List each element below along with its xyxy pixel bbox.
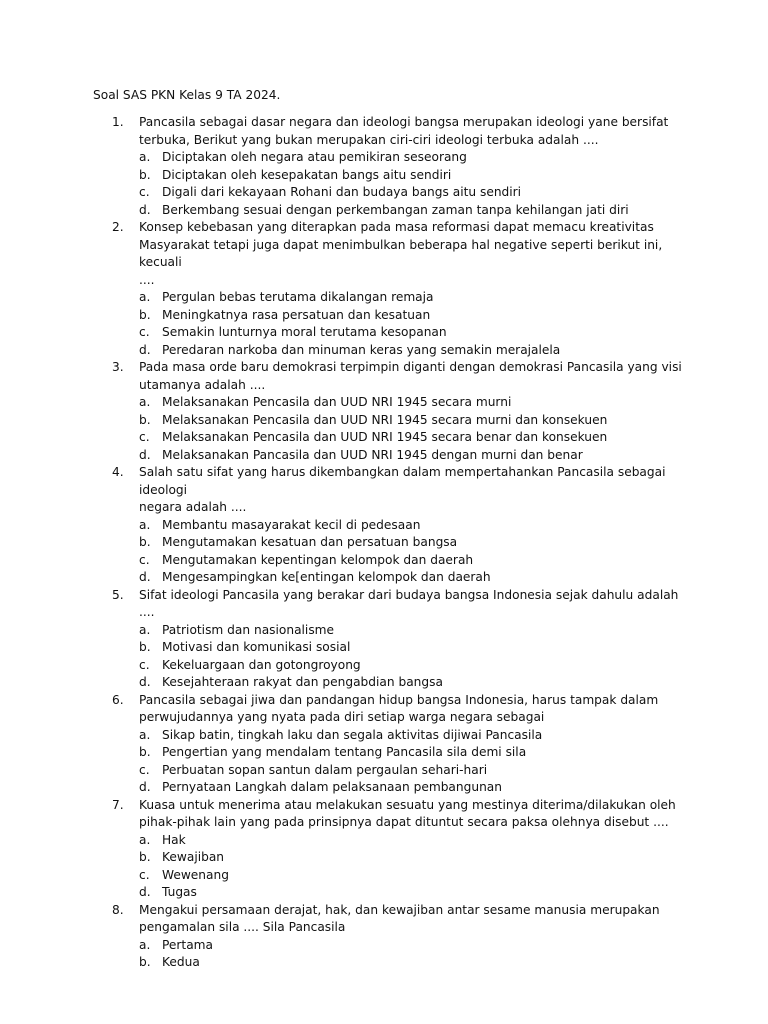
question-number: 6. [112,692,124,707]
option-text: Kedua [162,955,200,969]
answer-option [0,832,768,850]
option-letter: b. [139,535,151,549]
option-text: Diciptakan oleh kesepakatan bangs aitu sendiri [162,167,452,182]
question-number: 1. [112,115,124,129]
answer-option [0,517,768,535]
question-text-line: Salah satu sifat yang harus dikembangkan dalam mempertahankan Pancasila sebagai ideologi [139,465,666,497]
question-text-line: Sifat ideologi Pancasila yang berakar dari budaya bangsa Indonesia sejak dahulu adalah .... [139,587,679,619]
question-item [0,797,768,902]
question-list [0,114,768,972]
question-text-line: Pancasila sebagai dasar negara dan ideologi bangsa merupakan ideologi yane bersifat [139,115,669,129]
question-item [0,114,768,219]
question-item [0,464,768,587]
option-letter: d. [139,447,151,462]
option-text: Melaksanakan Pencasila dan UUD NRI 1945 secara benar dan konsekuen [162,430,608,444]
option-text: Wewenang [162,867,229,882]
option-letter: b. [139,307,151,322]
option-letter: d. [139,885,151,899]
answer-option [0,534,768,552]
option-text: Kekeluargaan dan gotongroyong [162,657,361,672]
option-text: Hak [162,832,186,847]
option-text: Pengertian yang mendalam tentang Pancasila sila demi sila [162,745,527,759]
answer-option [0,324,768,342]
option-letter: a. [139,150,151,164]
option-letter: a. [139,832,151,847]
question-number: 2. [112,220,124,234]
option-text: Mengesampingkan ke[entingan kelompok dan daerah [162,570,491,584]
option-text: Pertama [162,937,214,952]
option-letter: b. [139,850,151,864]
option-letter: c. [139,762,150,777]
option-text: Melaksanakan Pancasila dan UUD NRI 1945 dengan murni dan benar [162,447,583,462]
answer-option [0,552,768,570]
answer-option [0,954,768,972]
option-letter: c. [139,552,150,567]
option-letter: b. [139,412,151,427]
option-text: Berkembang sesuai dengan perkembangan zaman tanpa kehilangan jati diri [162,202,629,217]
option-text: Pergulan bebas terutama dikalangan remaja [162,290,434,304]
answer-option [0,779,768,797]
option-letter: c. [139,657,150,672]
option-text: Patriotism dan nasionalisme [162,622,335,637]
option-letter: c. [139,430,150,444]
answer-option [0,167,768,185]
option-letter: b. [139,955,151,969]
option-letter: a. [139,395,151,409]
answer-option [0,762,768,780]
option-text: Mengutamakan kesatuan dan persatuan bangsa [162,535,458,549]
question-item [0,219,768,359]
option-text: Meningkatnya rasa persatuan dan kesatuan [162,307,431,322]
question-text-line: .... [139,272,155,287]
question-number: 7. [112,797,124,812]
answer-option [0,202,768,220]
option-text: Motivasi dan komunikasi sosial [162,640,351,654]
option-text: Peredaran narkoba dan minuman keras yang semakin merajalela [162,342,561,357]
answer-option [0,639,768,657]
option-text: Pernyataan Langkah dalam pelaksanaan pembangunan [162,780,502,794]
question-text-line: pengamalan sila .... Sila Pancasila [139,920,346,934]
option-text: Membantu masayarakat kecil di pedesaan [162,517,421,532]
option-text: Diciptakan oleh negara atau pemikiran seseorang [162,150,467,164]
option-letter: c. [139,185,150,199]
question-text-line: Pada masa orde baru demokrasi terpimpin diganti dengan demokrasi Pancasila yang visi [139,360,682,374]
answer-option [0,412,768,430]
option-text: Melaksanakan Pencasila dan UUD NRI 1945 secara murni [162,395,512,409]
answer-option [0,727,768,745]
option-letter: b. [139,167,151,182]
option-letter: b. [139,640,151,654]
question-text-line: Konsep kebebasan yang diterapkan pada masa reformasi dapat memacu kreativitas [139,220,654,234]
question-text-line: Masyarakat tetapi juga dapat menimbulkan beberapa hal negative seperti berikut ini, kecuali [139,237,663,269]
answer-option [0,622,768,640]
question-text-line: utamanya adalah .... [139,377,266,392]
answer-option [0,674,768,692]
question-item [0,692,768,797]
option-letter: a. [139,727,151,742]
question-number: 8. [112,902,124,917]
question-item [0,359,768,464]
question-text-line: Kuasa untuk menerima atau melakukan sesuatu yang mestinya diterima/dilakukan oleh [139,797,676,812]
option-text: Perbuatan sopan santun dalam pergaulan sehari-hari [162,762,488,777]
question-text-line: Pancasila sebagai jiwa dan pandangan hidup bangsa Indonesia, harus tampak dalam [139,692,659,707]
option-letter: a. [139,517,151,532]
option-text: Kesejahteraan rakyat dan pengabdian bangsa [162,675,443,689]
question-text-line: negara adalah .... [139,500,247,514]
answer-option [0,307,768,325]
question-number: 4. [112,465,124,479]
answer-option [0,149,768,167]
document-title: Soal SAS PKN Kelas 9 TA 2024. [93,88,281,102]
option-letter: d. [139,202,151,217]
answer-option [0,849,768,867]
answer-option [0,447,768,465]
question-text-line: pihak-pihak lain yang pada prinsipnya dapat dituntut secara paksa olehnya disebut .... [139,815,669,829]
question-number: 5. [112,587,124,602]
option-text: Kewajiban [162,850,225,864]
option-letter: d. [139,675,151,689]
answer-option [0,394,768,412]
option-letter: a. [139,937,151,952]
question-text-line: terbuka, Berikut yang bukan merupakan ciri-ciri ideologi terbuka adalah .... [139,132,599,147]
option-text: Tugas [162,885,197,899]
answer-option [0,342,768,360]
option-text: Sikap batin, tingkah laku dan segala aktivitas dijiwai Pancasila [162,727,543,742]
option-text: Mengutamakan kepentingan kelompok dan daerah [162,552,474,567]
option-letter: a. [139,622,151,637]
option-letter: d. [139,570,151,584]
option-letter: a. [139,290,151,304]
option-letter: c. [139,325,150,339]
answer-option [0,937,768,955]
option-letter: d. [139,780,151,794]
option-text: Melaksanakan Pencasila dan UUD NRI 1945 secara murni dan konsekuen [162,412,608,427]
option-letter: c. [139,867,150,882]
option-letter: b. [139,745,151,759]
answer-option [0,429,768,447]
option-text: Semakin lunturnya moral terutama kesopanan [162,325,447,339]
question-item [0,587,768,692]
question-item [0,902,768,972]
answer-option [0,744,768,762]
question-number: 3. [112,360,124,374]
question-text-line: perwujudannya yang nyata pada diri setiap warga negara sebagai [139,710,545,724]
option-text: Digali dari kekayaan Rohani dan budaya bangs aitu sendiri [162,185,522,199]
answer-option [0,884,768,902]
answer-option [0,867,768,885]
answer-option [0,289,768,307]
answer-option [0,184,768,202]
option-letter: d. [139,342,151,357]
answer-option [0,569,768,587]
question-text-line: Mengakui persamaan derajat, hak, dan kewajiban antar sesame manusia merupakan [139,902,660,917]
answer-option [0,657,768,675]
